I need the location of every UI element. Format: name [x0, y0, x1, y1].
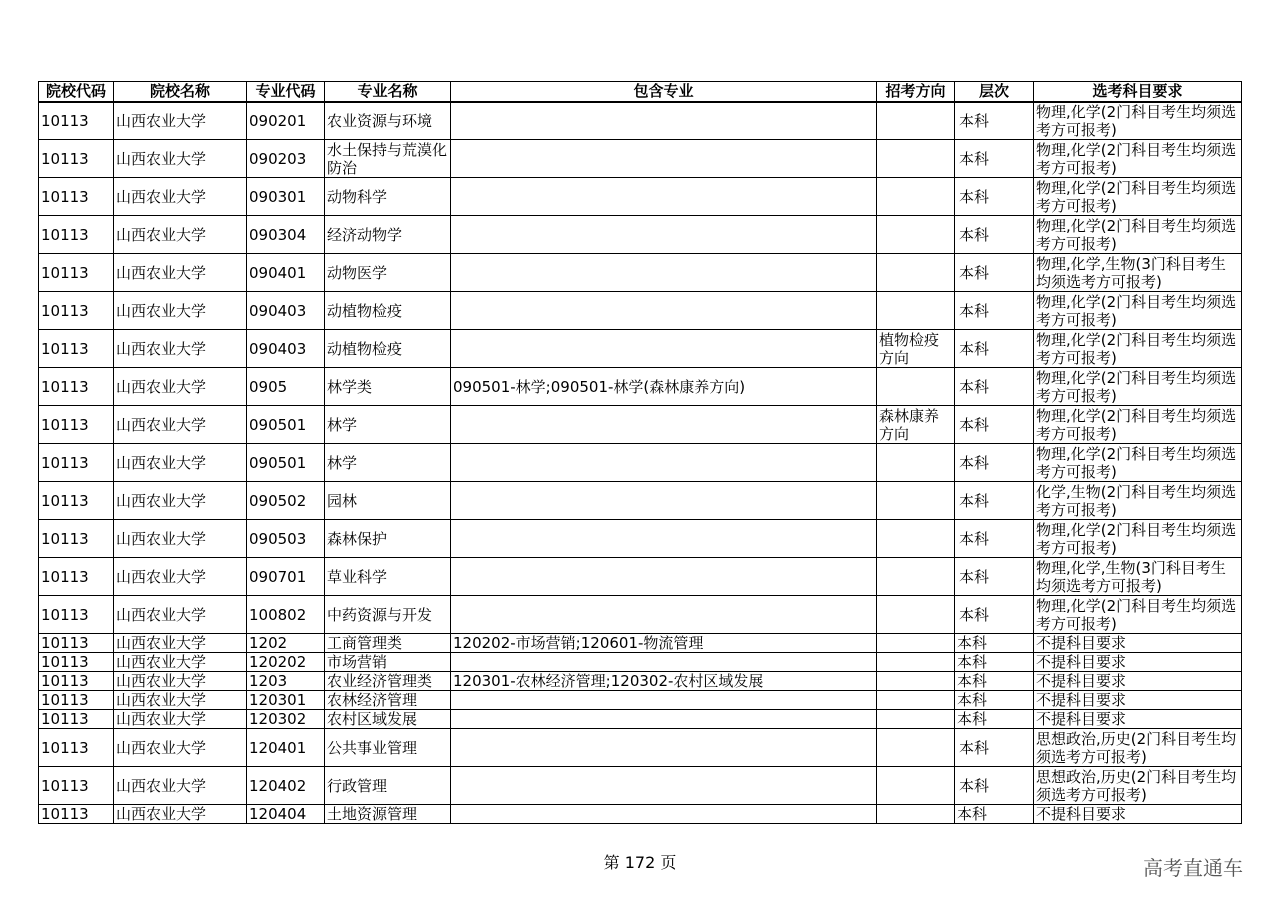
cell-direction	[877, 729, 955, 767]
cell-direction	[877, 216, 955, 254]
cell-level: 本科	[955, 216, 1034, 254]
table-row	[39, 691, 1242, 710]
cell-direction: 森林康养方向	[877, 406, 955, 444]
cell-subject-requirement: 不提科目要求	[1034, 672, 1242, 691]
cell-level: 本科	[955, 406, 1034, 444]
cell-major-name: 水土保持与荒漠化防治	[325, 140, 451, 178]
cell-school-code: 10113	[39, 767, 114, 805]
header-subject-requirement: 选考科目要求	[1034, 82, 1242, 102]
cell-major-code: 1202	[247, 634, 325, 653]
cell-level: 本科	[955, 254, 1034, 292]
cell-direction: 植物检疫方向	[877, 330, 955, 368]
cell-major-name: 动物医学	[325, 254, 451, 292]
cell-direction	[877, 653, 955, 672]
header-direction: 招考方向	[877, 82, 955, 102]
table-row	[39, 672, 1242, 691]
cell-included-majors	[451, 729, 877, 767]
cell-school-code: 10113	[39, 558, 114, 596]
cell-subject-requirement: 物理,化学(2门科目考生均须选考方可报考)	[1034, 140, 1242, 178]
cell-subject-requirement: 物理,化学(2门科目考生均须选考方可报考)	[1034, 444, 1242, 482]
cell-major-code: 120302	[247, 710, 325, 729]
cell-school-code: 10113	[39, 482, 114, 520]
cell-major-name: 草业科学	[325, 558, 451, 596]
table-row	[39, 254, 1242, 292]
cell-major-code: 1203	[247, 672, 325, 691]
cell-direction	[877, 520, 955, 558]
cell-major-code: 0905	[247, 368, 325, 406]
cell-major-code: 120202	[247, 653, 325, 672]
cell-subject-requirement: 物理,化学(2门科目考生均须选考方可报考)	[1034, 520, 1242, 558]
cell-school-code: 10113	[39, 102, 114, 140]
cell-major-code: 090502	[247, 482, 325, 520]
header-level: 层次	[955, 82, 1034, 102]
cell-school-code: 10113	[39, 653, 114, 672]
cell-school-name: 山西农业大学	[114, 102, 247, 140]
cell-school-name: 山西农业大学	[114, 558, 247, 596]
cell-level: 本科	[955, 672, 1034, 691]
cell-subject-requirement: 物理,化学(2门科目考生均须选考方可报考)	[1034, 216, 1242, 254]
cell-major-name: 林学	[325, 406, 451, 444]
cell-school-code: 10113	[39, 330, 114, 368]
cell-level: 本科	[955, 710, 1034, 729]
cell-major-code: 120401	[247, 729, 325, 767]
cell-major-code: 090701	[247, 558, 325, 596]
cell-major-code: 120402	[247, 767, 325, 805]
cell-major-name: 公共事业管理	[325, 729, 451, 767]
cell-included-majors	[451, 444, 877, 482]
table-row	[39, 406, 1242, 444]
cell-school-name: 山西农业大学	[114, 520, 247, 558]
cell-included-majors	[451, 406, 877, 444]
cell-major-code: 120301	[247, 691, 325, 710]
table-row	[39, 216, 1242, 254]
cell-school-code: 10113	[39, 520, 114, 558]
cell-major-code: 090203	[247, 140, 325, 178]
cell-school-name: 山西农业大学	[114, 482, 247, 520]
cell-major-name: 土地资源管理	[325, 805, 451, 824]
cell-school-code: 10113	[39, 292, 114, 330]
cell-included-majors: 090501-林学;090501-林学(森林康养方向)	[451, 368, 877, 406]
cell-subject-requirement: 不提科目要求	[1034, 805, 1242, 824]
header-major-name: 专业名称	[325, 82, 451, 102]
cell-included-majors	[451, 596, 877, 634]
table-row	[39, 140, 1242, 178]
cell-included-majors	[451, 558, 877, 596]
table-row	[39, 178, 1242, 216]
cell-level: 本科	[955, 558, 1034, 596]
header-school-name: 院校名称	[114, 82, 247, 102]
cell-school-code: 10113	[39, 710, 114, 729]
cell-school-code: 10113	[39, 805, 114, 824]
cell-major-name: 动植物检疫	[325, 330, 451, 368]
cell-school-code: 10113	[39, 691, 114, 710]
cell-level: 本科	[955, 805, 1034, 824]
cell-subject-requirement: 物理,化学,生物(3门科目考生均须选考方可报考)	[1034, 254, 1242, 292]
cell-level: 本科	[955, 520, 1034, 558]
cell-direction	[877, 634, 955, 653]
cell-included-majors	[451, 178, 877, 216]
cell-major-code: 090501	[247, 406, 325, 444]
cell-school-code: 10113	[39, 634, 114, 653]
cell-level: 本科	[955, 140, 1034, 178]
cell-school-name: 山西农业大学	[114, 406, 247, 444]
cell-subject-requirement: 不提科目要求	[1034, 653, 1242, 672]
cell-level: 本科	[955, 767, 1034, 805]
cell-major-code: 090201	[247, 102, 325, 140]
cell-school-name: 山西农业大学	[114, 444, 247, 482]
cell-level: 本科	[955, 102, 1034, 140]
cell-direction	[877, 102, 955, 140]
cell-school-name: 山西农业大学	[114, 805, 247, 824]
cell-direction	[877, 292, 955, 330]
cell-included-majors	[451, 254, 877, 292]
cell-school-code: 10113	[39, 406, 114, 444]
table-row	[39, 710, 1242, 729]
cell-direction	[877, 672, 955, 691]
table-body	[39, 102, 1242, 824]
cell-school-name: 山西农业大学	[114, 634, 247, 653]
cell-school-code: 10113	[39, 140, 114, 178]
table-row	[39, 653, 1242, 672]
cell-school-code: 10113	[39, 672, 114, 691]
cell-school-code: 10113	[39, 178, 114, 216]
cell-school-code: 10113	[39, 729, 114, 767]
cell-direction	[877, 767, 955, 805]
cell-major-name: 森林保护	[325, 520, 451, 558]
cell-school-code: 10113	[39, 368, 114, 406]
cell-major-name: 林学类	[325, 368, 451, 406]
cell-direction	[877, 558, 955, 596]
cell-included-majors	[451, 653, 877, 672]
cell-school-name: 山西农业大学	[114, 330, 247, 368]
cell-direction	[877, 805, 955, 824]
cell-level: 本科	[955, 634, 1034, 653]
cell-included-majors: 120202-市场营销;120601-物流管理	[451, 634, 877, 653]
admission-requirements-table	[38, 81, 1242, 824]
cell-included-majors	[451, 691, 877, 710]
table-row	[39, 767, 1242, 805]
cell-direction	[877, 254, 955, 292]
cell-school-name: 山西农业大学	[114, 368, 247, 406]
cell-subject-requirement: 思想政治,历史(2门科目考生均须选考方可报考)	[1034, 729, 1242, 767]
cell-school-name: 山西农业大学	[114, 596, 247, 634]
cell-included-majors	[451, 140, 877, 178]
cell-school-name: 山西农业大学	[114, 178, 247, 216]
cell-major-code: 090403	[247, 292, 325, 330]
cell-subject-requirement: 物理,化学(2门科目考生均须选考方可报考)	[1034, 368, 1242, 406]
cell-included-majors	[451, 520, 877, 558]
cell-included-majors	[451, 330, 877, 368]
cell-direction	[877, 691, 955, 710]
cell-included-majors	[451, 292, 877, 330]
cell-subject-requirement: 物理,化学(2门科目考生均须选考方可报考)	[1034, 178, 1242, 216]
cell-direction	[877, 444, 955, 482]
cell-major-name: 中药资源与开发	[325, 596, 451, 634]
cell-included-majors	[451, 767, 877, 805]
cell-level: 本科	[955, 292, 1034, 330]
cell-level: 本科	[955, 444, 1034, 482]
cell-subject-requirement: 物理,化学,生物(3门科目考生均须选考方可报考)	[1034, 558, 1242, 596]
cell-school-name: 山西农业大学	[114, 140, 247, 178]
header-included-majors: 包含专业	[451, 82, 877, 102]
cell-school-name: 山西农业大学	[114, 710, 247, 729]
table-row	[39, 634, 1242, 653]
cell-major-code: 090401	[247, 254, 325, 292]
cell-major-name: 林学	[325, 444, 451, 482]
cell-direction	[877, 596, 955, 634]
cell-major-name: 经济动物学	[325, 216, 451, 254]
cell-subject-requirement: 物理,化学(2门科目考生均须选考方可报考)	[1034, 102, 1242, 140]
cell-included-majors	[451, 710, 877, 729]
cell-level: 本科	[955, 729, 1034, 767]
table-row	[39, 520, 1242, 558]
cell-school-name: 山西农业大学	[114, 254, 247, 292]
cell-direction	[877, 482, 955, 520]
cell-level: 本科	[955, 368, 1034, 406]
table-header-row	[39, 82, 1242, 102]
cell-level: 本科	[955, 653, 1034, 672]
cell-major-name: 动植物检疫	[325, 292, 451, 330]
table-row	[39, 102, 1242, 140]
cell-major-name: 园林	[325, 482, 451, 520]
cell-school-name: 山西农业大学	[114, 216, 247, 254]
table-row	[39, 805, 1242, 824]
cell-school-name: 山西农业大学	[114, 729, 247, 767]
cell-major-name: 农村区域发展	[325, 710, 451, 729]
cell-direction	[877, 140, 955, 178]
cell-direction	[877, 368, 955, 406]
cell-subject-requirement: 化学,生物(2门科目考生均须选考方可报考)	[1034, 482, 1242, 520]
cell-school-name: 山西农业大学	[114, 672, 247, 691]
cell-subject-requirement: 物理,化学(2门科目考生均须选考方可报考)	[1034, 596, 1242, 634]
cell-school-name: 山西农业大学	[114, 767, 247, 805]
table-row	[39, 558, 1242, 596]
cell-major-name: 农林经济管理	[325, 691, 451, 710]
cell-major-code: 090403	[247, 330, 325, 368]
cell-subject-requirement: 思想政治,历史(2门科目考生均须选考方可报考)	[1034, 767, 1242, 805]
cell-school-name: 山西农业大学	[114, 691, 247, 710]
cell-major-code: 100802	[247, 596, 325, 634]
cell-major-name: 行政管理	[325, 767, 451, 805]
cell-school-code: 10113	[39, 444, 114, 482]
cell-major-code: 090304	[247, 216, 325, 254]
cell-subject-requirement: 不提科目要求	[1034, 710, 1242, 729]
cell-major-code: 090301	[247, 178, 325, 216]
cell-included-majors	[451, 482, 877, 520]
cell-level: 本科	[955, 482, 1034, 520]
cell-subject-requirement: 物理,化学(2门科目考生均须选考方可报考)	[1034, 330, 1242, 368]
table-row	[39, 596, 1242, 634]
table-row	[39, 292, 1242, 330]
cell-included-majors	[451, 102, 877, 140]
cell-school-name: 山西农业大学	[114, 292, 247, 330]
cell-subject-requirement: 不提科目要求	[1034, 634, 1242, 653]
table-row	[39, 729, 1242, 767]
cell-level: 本科	[955, 691, 1034, 710]
cell-school-code: 10113	[39, 596, 114, 634]
cell-subject-requirement: 不提科目要求	[1034, 691, 1242, 710]
table-row	[39, 330, 1242, 368]
cell-included-majors: 120301-农林经济管理;120302-农村区域发展	[451, 672, 877, 691]
cell-direction	[877, 178, 955, 216]
cell-direction	[877, 710, 955, 729]
header-school-code: 院校代码	[39, 82, 114, 102]
cell-major-name: 市场营销	[325, 653, 451, 672]
watermark: 高考直通车	[1143, 856, 1243, 880]
table-row	[39, 444, 1242, 482]
cell-subject-requirement: 物理,化学(2门科目考生均须选考方可报考)	[1034, 292, 1242, 330]
table-row	[39, 368, 1242, 406]
cell-subject-requirement: 物理,化学(2门科目考生均须选考方可报考)	[1034, 406, 1242, 444]
table-row	[39, 482, 1242, 520]
cell-major-name: 农业经济管理类	[325, 672, 451, 691]
cell-major-code: 120404	[247, 805, 325, 824]
cell-major-name: 动物科学	[325, 178, 451, 216]
cell-major-name: 农业资源与环境	[325, 102, 451, 140]
cell-included-majors	[451, 216, 877, 254]
cell-major-name: 工商管理类	[325, 634, 451, 653]
cell-level: 本科	[955, 596, 1034, 634]
header-major-code: 专业代码	[247, 82, 325, 102]
cell-school-name: 山西农业大学	[114, 653, 247, 672]
cell-school-code: 10113	[39, 254, 114, 292]
cell-major-code: 090501	[247, 444, 325, 482]
cell-included-majors	[451, 805, 877, 824]
cell-level: 本科	[955, 178, 1034, 216]
cell-school-code: 10113	[39, 216, 114, 254]
page-number: 第 172 页	[603, 853, 677, 872]
cell-major-code: 090503	[247, 520, 325, 558]
cell-level: 本科	[955, 330, 1034, 368]
